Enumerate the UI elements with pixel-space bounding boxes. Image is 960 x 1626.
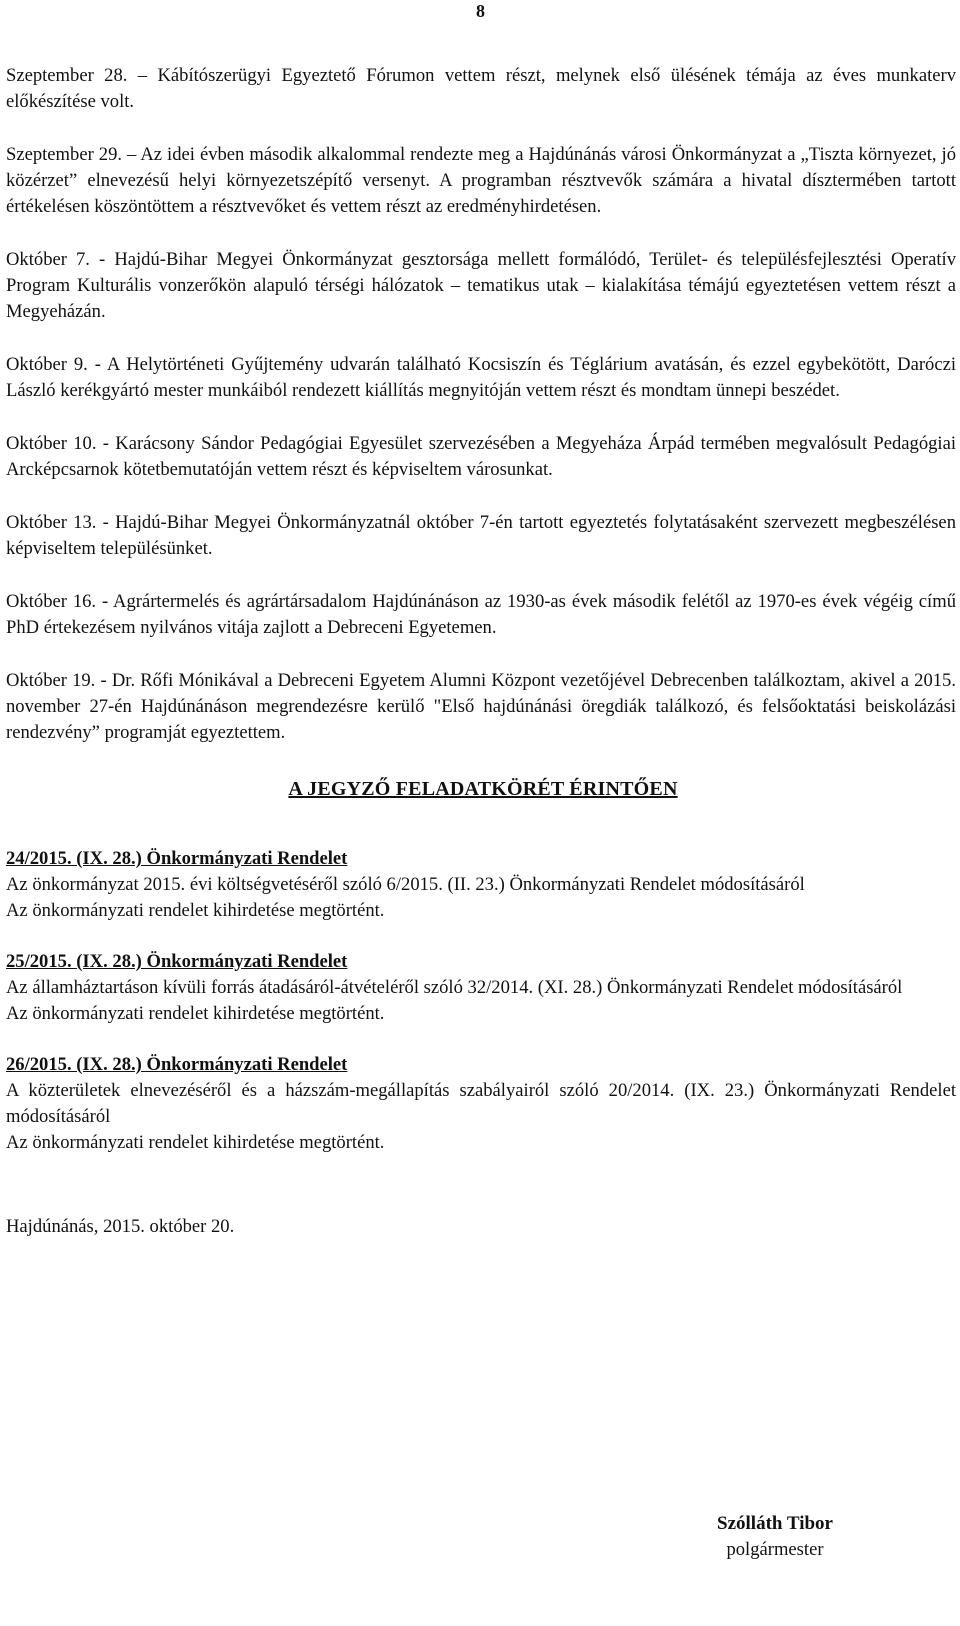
report-paragraph: Október 16. - Agrártermelés és agrártársadalom Hajdúnánáson az 1930-as évek második felétől az 1970-es évek végéig című PhD értekezésem nyilvános vitája zajlott a Debreceni Egyetemen. [6, 591, 956, 638]
place-date: Hajdúnánás, 2015. október 20. [6, 1216, 235, 1237]
report-paragraph: Október 19. - Dr. Rőfi Mónikával a Debreceni Egyetem Alumni Központ vezetőjével Debrecenben találkoztam, akivel a 2015. november 27-én Hajdúnánáson megrendezésre kerülő "Első hajdúnánási öregdiák találkozó, és felsőoktatási beiskolázási rendezvény” programját egyeztettem. [6, 670, 956, 743]
section-heading: A JEGYZŐ FELADATKÖRÉT ÉRINTŐEN [288, 778, 678, 800]
regulation-description: Az önkormányzat 2015. évi költségvetéséről szóló 6/2015. (II. 23.) Önkormányzati Rendelet módosításáról [6, 874, 805, 895]
regulation-status: Az önkormányzati rendelet kihirdetése megtörtént. [6, 1132, 385, 1153]
page-number: 8 [476, 1, 485, 21]
regulation-entry [6, 1052, 956, 1156]
regulation-title: 25/2015. (IX. 28.) Önkormányzati Rendelet [6, 951, 348, 972]
report-paragraph: Szeptember 29. – Az idei évben második alkalommal rendezte meg a Hajdúnánás városi Önkormányzat a „Tiszta környezet, jó közérzet” elnevezésű helyi környezetszépítő versenyt. A programban résztvevők számára a hivatal dísztermében tartott értékelésen köszöntöttem a résztvevőket és vettem részt az eredményhirdetésen. [6, 144, 956, 217]
report-paragraph: Október 9. - A Helytörténeti Gyűjtemény udvarán található Kocsiszín és Téglárium avatásán, és ezzel egybekötött, Daróczi László kerékgyártó mester munkáiból rendezett kiállítás megnyitóján vettem részt és mondtam ünnepi beszédet. [6, 354, 956, 401]
regulation-description: A közterületek elnevezéséről és a házszám-megállapítás szabályairól szóló 20/2014. (IX. 23.) Önkormányzati Rendelet módosításáról [6, 1080, 956, 1127]
signatory-name: Szólláth Tibor [717, 1513, 833, 1534]
report-paragraph: Október 10. - Karácsony Sándor Pedagógiai Egyesület szervezésében a Megyeháza Árpád termében megvalósult Pedagógiai Arcképcsarnok kötetbemutatóján vettem részt és képviseltem városunkat. [6, 433, 956, 480]
regulation-status: Az önkormányzati rendelet kihirdetése megtörtént. [6, 1003, 385, 1024]
regulation-description: Az államháztartáson kívüli forrás átadásáról-átvételéről szóló 32/2014. (XI. 28.) Önkormányzati Rendelet módosításáról [6, 977, 903, 998]
report-paragraph: Szeptember 28. – Kábítószerügyi Egyeztető Fórumon vettem részt, melynek első ülésének témája az éves munkaterv előkészítése volt. [6, 65, 956, 112]
regulation-entry [6, 949, 956, 1027]
document-body [6, 63, 956, 1240]
regulation-status: Az önkormányzati rendelet kihirdetése megtörtént. [6, 900, 385, 921]
report-paragraph: Október 7. - Hajdú-Bihar Megyei Önkormányzat gesztorsága mellett formálódó, Terület- és településfejlesztési Operatív Program Kulturális vonzerőkön alapuló térségi hálózatok – tematikus utak – kialakítása témájú egyeztetésen vettem részt a Megyeházán. [6, 249, 956, 322]
signature-block [700, 1511, 850, 1563]
regulation-title: 26/2015. (IX. 28.) Önkormányzati Rendelet [6, 1054, 348, 1075]
regulation-title: 24/2015. (IX. 28.) Önkormányzati Rendelet [6, 848, 348, 869]
signatory-title: polgármester [726, 1539, 824, 1560]
regulation-entry [6, 846, 956, 924]
report-paragraph: Október 13. - Hajdú-Bihar Megyei Önkormányzatnál október 7-én tartott egyeztetés folytatásaként szervezett megbeszélésen képviseltem településünket. [6, 512, 956, 559]
